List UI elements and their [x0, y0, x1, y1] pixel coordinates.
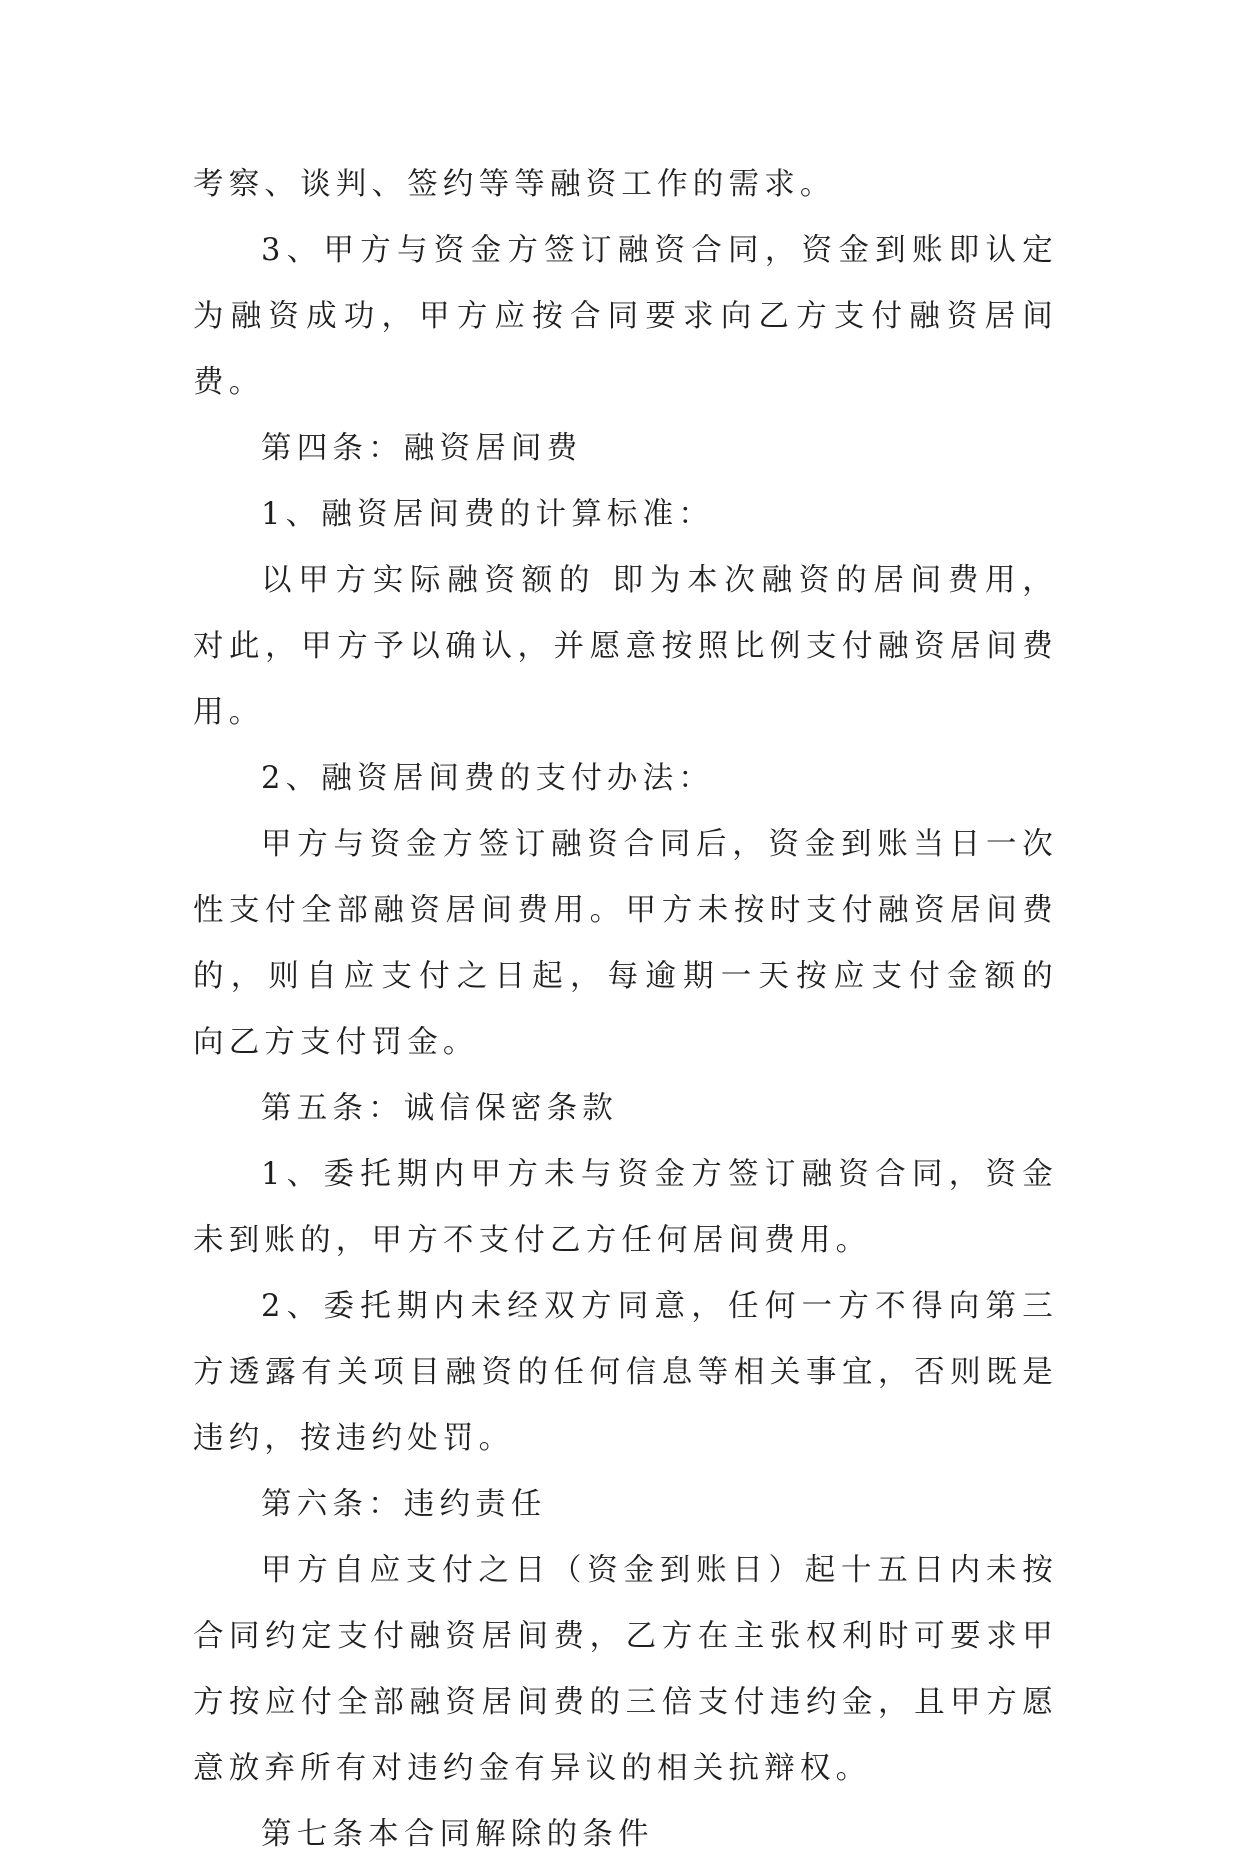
heading-article-5: 第五条：诚信保密条款	[261, 1091, 618, 1126]
paragraph-clause-3-3: 3、甲方与资金方签订融资合同，资金到账即认定为融资成功，甲方应按合同要求向乙方支付融资居间费。	[193, 233, 1058, 400]
paragraph-clause-5-2: 2、委托期内未经双方同意，任何一方不得向第三方透露有关项目融资的任何信息等相关事宜，否则既是违约，按违约处罚。	[193, 1289, 1058, 1456]
paragraph-clause-4-1: 1、融资居间费的计算标准：	[261, 497, 715, 532]
heading-article-6: 第六条：违约责任	[261, 1487, 547, 1522]
heading-article-4: 第四条：融资居间费	[261, 431, 583, 466]
paragraph-clause-4-2-body: 甲方与资金方签订融资合同后，资金到账当日一次性支付全部融资居间费用。甲方未按时支付融资居间费的，则自应支付之日起，每逾期一天按应支付金额的 向乙方支付罚金。	[193, 827, 1058, 1060]
paragraph-clause-5-1: 1、委托期内甲方未与资金方签订融资合同，资金未到账的，甲方不支付乙方任何居间费用。	[193, 1157, 1058, 1258]
heading-article-7: 第七条本合同解除的条件	[261, 1817, 654, 1852]
paragraph-continuation: 考察、谈判、签约等等融资工作的需求。	[193, 167, 836, 202]
document-page	[193, 152, 1058, 1868]
paragraph-clause-4-2: 2、融资居间费的支付办法：	[261, 761, 715, 796]
paragraph-article-6-body: 甲方自应支付之日（资金到账日）起十五日内未按合同约定支付融资居间费，乙方在主张权利时可要求甲方按应付全部融资居间费的三倍支付违约金，且甲方愿意放弃所有对违约金有异议的相关抗辩权。	[193, 1553, 1058, 1786]
paragraph-clause-4-1-body: 以甲方实际融资额的 即为本次融资的居间费用，对此，甲方予以确认，并愿意按照比例支付融资居间费用。	[193, 563, 1058, 730]
